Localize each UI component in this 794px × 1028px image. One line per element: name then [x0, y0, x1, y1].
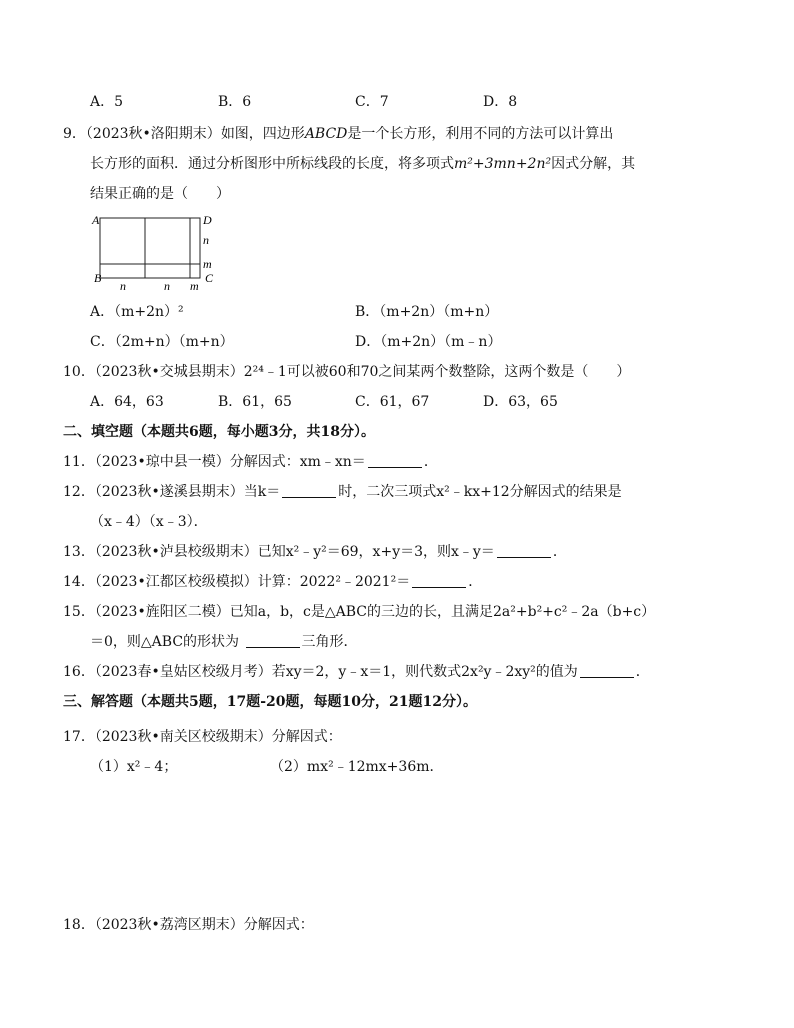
q10-number: 10． — [63, 364, 95, 380]
q17-sub-2: （2）mx²﹣12mx+36m． — [270, 759, 444, 775]
q12-text-b: 时，二次三项式x²﹣kx+12分解因式的结果是 — [338, 484, 622, 500]
q12-line1 — [63, 482, 622, 502]
q8-option-d: D．8 — [483, 94, 518, 110]
q11-source: （2023•琼中县一模） — [94, 454, 230, 470]
q15-number: 15． — [63, 604, 95, 620]
q15-text-a: ＝0，则△ABC的形状为 — [90, 634, 244, 650]
label-right-n: n — [203, 233, 209, 247]
q16-answer-blank[interactable] — [580, 663, 634, 678]
q14-end: ． — [468, 574, 483, 590]
q15-answer-blank[interactable] — [246, 633, 300, 648]
q9-text: 如图，四边形 — [220, 126, 305, 142]
q11-number: 11． — [63, 454, 95, 470]
q15-line2 — [90, 632, 358, 652]
q9-text-b: 是一个长方形，利用不同的方法可以计算出 — [347, 126, 614, 142]
q18-number: 18． — [63, 917, 95, 933]
q17-source: （2023秋•南关区校级期末） — [94, 729, 272, 745]
q14-line — [63, 572, 482, 592]
q9-text-2-end: 因式分解，其 — [551, 156, 636, 172]
q8-option-a: A．5 — [90, 94, 124, 110]
q14-source: （2023•江都区校级模拟） — [94, 574, 258, 590]
label-right-m: m — [203, 257, 212, 271]
q10-option-a: A．64，63 — [90, 394, 164, 410]
q13-answer-blank[interactable] — [497, 543, 551, 558]
q12-line2: （x﹣4）（x﹣3）． — [90, 514, 208, 530]
label-a: A — [92, 213, 100, 227]
q15-source: （2023•旌阳区二模） — [94, 604, 230, 620]
q18-text: 分解因式： — [243, 917, 314, 933]
q18-source: （2023秋•荔湾区期末） — [94, 917, 244, 933]
section-3-title: 三、解答题（本题共5题，17题-20题，每题10分，21题12分）。 — [63, 694, 477, 710]
q10-option-b: B．61，65 — [218, 394, 292, 410]
q14-answer-blank[interactable] — [412, 573, 466, 588]
label-d: D — [203, 213, 212, 227]
q8-option-c: C．7 — [355, 94, 389, 110]
q11-text: 分解因式：xm﹣xn＝ — [229, 454, 366, 470]
q12-source: （2023秋•遂溪县期末） — [94, 484, 244, 500]
q9-line3 — [90, 184, 230, 204]
q13-end: ． — [552, 544, 567, 560]
rect-abcd — [100, 218, 200, 278]
q10-text: 2²⁴﹣1可以被60和70之间某两个数整除，这两个数是（ ） — [243, 364, 631, 380]
q18-line — [63, 915, 314, 935]
q16-end: ． — [635, 664, 650, 680]
q10-option-d: D．63，65 — [483, 394, 558, 410]
q9-option-b: B．（m+2n）（m+n） — [355, 304, 499, 320]
q16-text: 若xy＝2，y﹣x＝1，则代数式2x²y﹣2xy²的值为 — [271, 664, 578, 680]
section-2-title: 二、填空题（本题共6题，每小题3分，共18分）。 — [63, 424, 375, 440]
q15-line1 — [63, 602, 655, 622]
q9-line2 — [90, 154, 635, 174]
label-bottom-n2: n — [164, 279, 170, 292]
q9-number: 9． — [63, 126, 86, 142]
label-bottom-m: m — [190, 279, 199, 292]
q16-line — [63, 662, 650, 682]
q16-source: （2023春•皇姑区校级月考） — [94, 664, 272, 680]
q11-answer-blank[interactable] — [368, 453, 422, 468]
q13-source: （2023秋•泸县校级期末） — [94, 544, 258, 560]
q17-text: 分解因式： — [271, 729, 342, 745]
q13-line — [63, 542, 567, 562]
q14-text: 计算：2022²﹣2021²＝ — [257, 574, 411, 590]
q16-number: 16． — [63, 664, 95, 680]
q9-option-a: A．（m+2n）² — [90, 304, 184, 320]
label-c: C — [205, 271, 214, 285]
q15-text-b: 三角形． — [301, 634, 358, 650]
q9-option-c: C．（2m+n）（m+n） — [90, 334, 234, 350]
q17-line — [63, 727, 342, 747]
q9-line1 — [63, 124, 613, 144]
q8-option-b: B．6 — [218, 94, 252, 110]
q17-number: 17． — [63, 729, 95, 745]
q9-polynomial: m²+3mn+2n² — [454, 156, 552, 172]
q11-line — [63, 452, 438, 472]
q9-option-d: D．（m+2n）（m﹣n） — [355, 334, 502, 350]
q12-text-a: 当k＝ — [243, 484, 281, 500]
q12-answer-blank[interactable] — [282, 483, 336, 498]
q12-number: 12． — [63, 484, 95, 500]
q9-var-abcd: ABCD — [304, 126, 348, 142]
q9-text-2: 长方形的面积．通过分析图形中所标线段的长度，将多项式 — [90, 156, 454, 172]
rectangle-figure — [90, 210, 220, 292]
q13-text: 已知x²﹣y²＝69，x+y＝3，则x﹣y＝ — [257, 544, 495, 560]
q11-end: ． — [423, 454, 438, 470]
q9-text-3: 结果正确的是（ ） — [90, 186, 230, 202]
q10-source: （2023秋•交城县期末） — [94, 364, 244, 380]
q9-source: （2023秋•洛阳期末） — [85, 126, 221, 142]
label-b: B — [94, 271, 102, 285]
q10-option-c: C．61，67 — [355, 394, 430, 410]
q13-number: 13． — [63, 544, 95, 560]
q15-text: 已知a，b，c是△ABC的三边的长，且满足2a²+b²+c²﹣2a（b+c） — [229, 604, 656, 620]
q17-sub-1: （1）x²﹣4； — [90, 759, 178, 775]
q14-number: 14． — [63, 574, 95, 590]
q10-line — [63, 362, 630, 382]
label-bottom-n1: n — [120, 279, 126, 292]
